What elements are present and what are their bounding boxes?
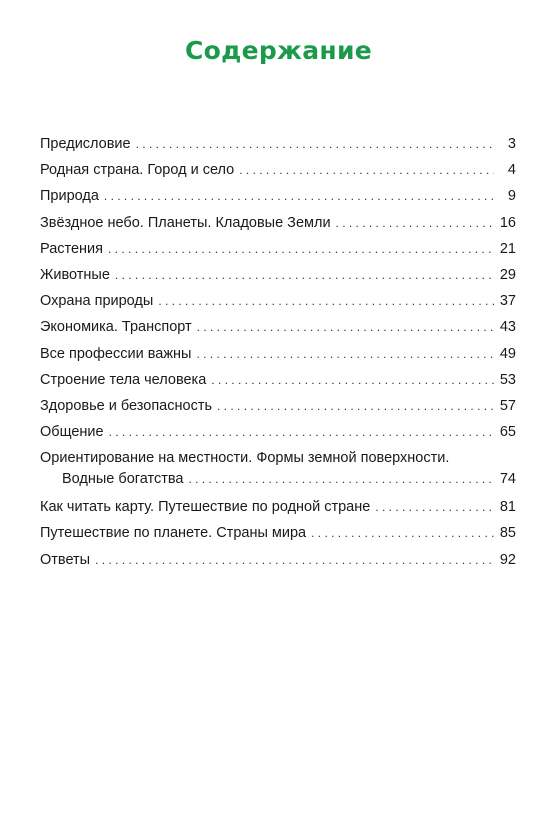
toc-entry-title: Звёздное небо. Планеты. Кладовые Земли (40, 214, 331, 231)
dot-leader (375, 494, 494, 520)
toc-entry-page: 81 (499, 499, 516, 516)
toc-entry[interactable] (40, 367, 516, 393)
toc-entry-title: Путешествие по планете. Страны мира (40, 525, 307, 542)
dot-leader (109, 419, 494, 445)
toc-entry-page: 16 (499, 214, 516, 231)
dot-leader (239, 157, 494, 183)
toc-entry-page: 49 (499, 345, 516, 362)
toc-entry[interactable] (40, 262, 516, 288)
toc-entry-title: Предисловие (40, 136, 131, 152)
dot-leader (188, 469, 494, 490)
toc-entry-title-line2: Водные богатства (62, 471, 184, 488)
toc-entry-title: Строение тела человека (40, 371, 207, 388)
toc-entry[interactable] (40, 236, 516, 262)
dot-leader (115, 262, 494, 288)
toc-entry[interactable] (40, 157, 516, 183)
toc-entry-page: 74 (499, 471, 516, 488)
toc-entry[interactable] (40, 210, 516, 236)
toc-entry-page: 3 (507, 136, 516, 152)
toc-entry[interactable] (40, 494, 516, 520)
toc-entry-title-line1: Ориентирование на местности. Формы земной поверхности. (40, 450, 450, 467)
toc-entry-page: 65 (499, 424, 516, 441)
toc-entry[interactable] (40, 520, 516, 546)
toc-entry[interactable] (40, 419, 516, 445)
toc-entry-page: 92 (499, 551, 516, 568)
dot-leader (196, 341, 494, 367)
dot-leader (311, 520, 494, 546)
toc-entry[interactable] (40, 183, 516, 209)
dot-leader (104, 183, 494, 209)
toc-entry-title: Здоровье и безопасность (40, 397, 213, 414)
toc-entry[interactable] (40, 288, 516, 314)
table-of-contents (40, 131, 516, 573)
toc-entry-title: Ответы (40, 551, 91, 568)
toc-entry-page: 21 (499, 240, 516, 257)
toc-entry[interactable] (40, 445, 516, 494)
toc-entry[interactable] (40, 341, 516, 367)
toc-entry-page: 85 (499, 525, 516, 542)
toc-entry[interactable] (40, 393, 516, 419)
toc-entry-page: 53 (499, 371, 516, 388)
toc-entry-title: Как читать карту. Путешествие по родной стране (40, 499, 371, 516)
toc-entry-page: 37 (499, 293, 516, 310)
toc-entry-title: Все профессии важны (40, 345, 192, 362)
toc-entry-title: Природа (40, 188, 99, 205)
toc-entry-page: 57 (499, 397, 516, 414)
dot-leader (108, 236, 494, 262)
toc-entry-title: Растения (40, 240, 104, 257)
toc-entry-page: 29 (499, 266, 516, 283)
toc-entry[interactable] (40, 314, 516, 340)
toc-entry-page: 9 (507, 188, 516, 205)
dot-leader (136, 131, 494, 157)
dot-leader (217, 393, 494, 419)
toc-entry-page: 43 (499, 319, 516, 336)
dot-leader (95, 547, 494, 573)
dot-leader (158, 288, 494, 314)
toc-entry-title: Экономика. Транспорт (40, 319, 192, 336)
toc-entry[interactable] (40, 131, 516, 157)
toc-entry-title: Охрана природы (40, 293, 154, 310)
toc-entry-title: Родная страна. Город и село (40, 162, 235, 179)
dot-leader (197, 314, 494, 340)
toc-entry-page: 4 (507, 162, 516, 179)
toc-entry-title: Общение (40, 424, 104, 441)
toc-entry-title: Животные (40, 266, 110, 283)
dot-leader (336, 210, 494, 236)
toc-entry[interactable] (40, 547, 516, 573)
dot-leader (211, 367, 494, 393)
page-title: Содержание (184, 36, 373, 65)
